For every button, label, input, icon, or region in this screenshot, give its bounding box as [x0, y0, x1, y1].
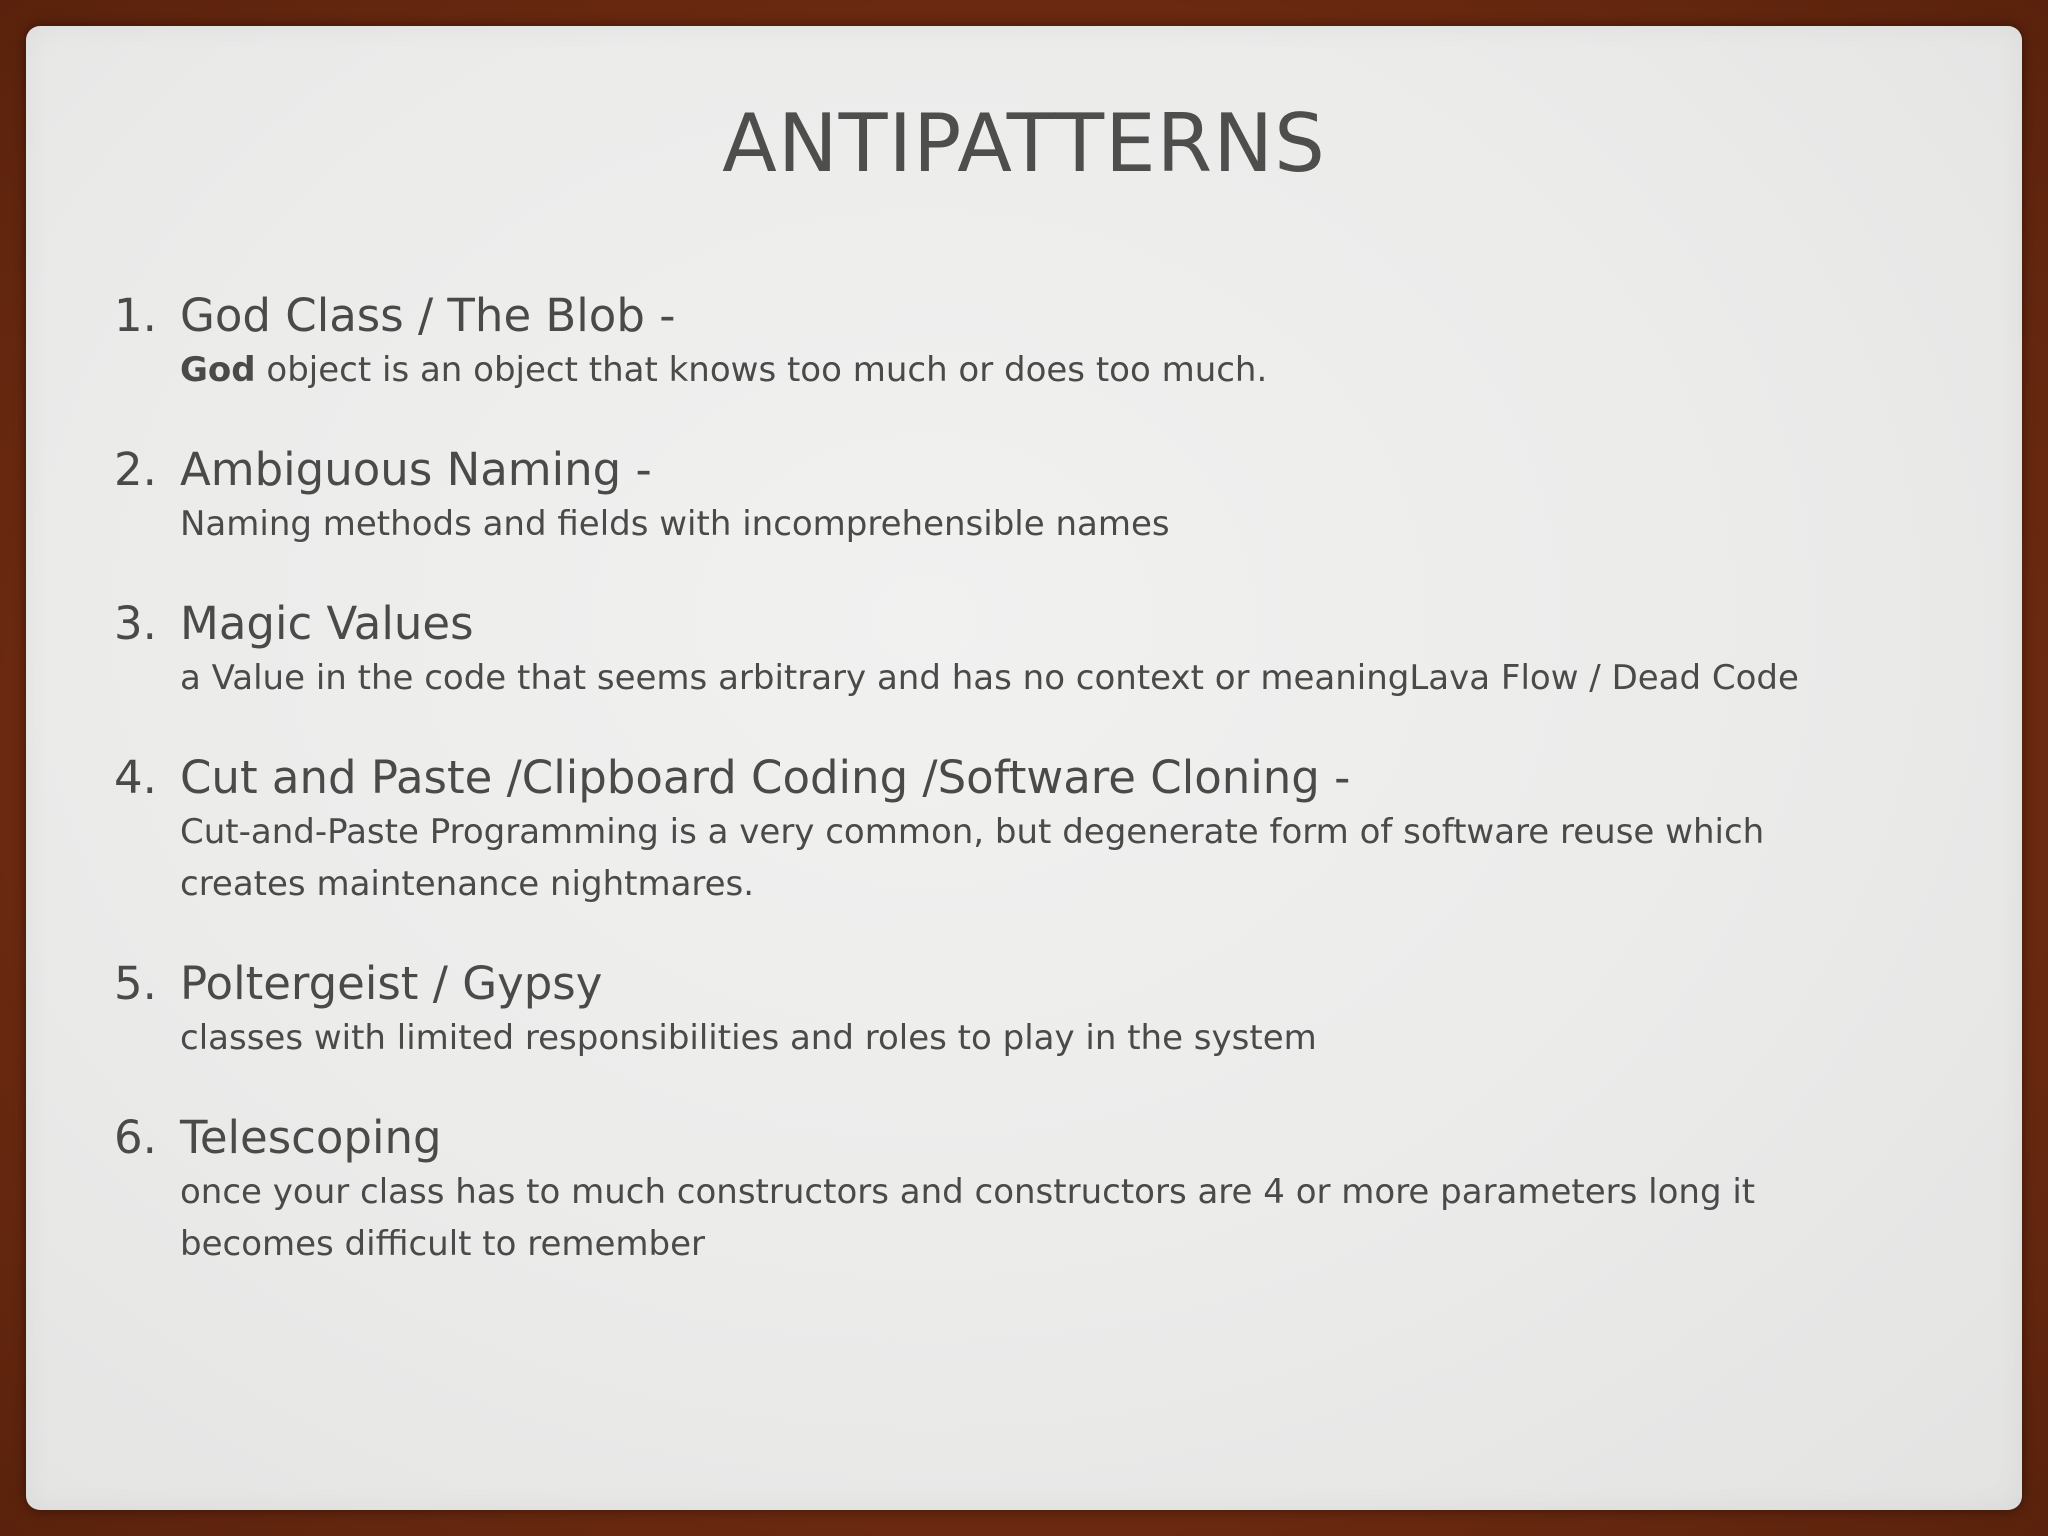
item-description: Naming methods and fields with incomprehensible names: [180, 504, 1170, 544]
item-description-text: object is an object that knows too much or does too much.: [255, 350, 1268, 390]
item-heading: Telescoping: [180, 1111, 442, 1164]
item-number: 1.: [114, 289, 157, 342]
list-item: [26, 750, 2022, 910]
list-item: [26, 288, 2022, 396]
item-description: classes with limited responsibilities and roles to play in the system: [180, 1018, 1317, 1058]
item-number: 5.: [114, 957, 157, 1010]
item-description: Cut-and-Paste Programming is a very common, but degenerate form of software reuse which: [180, 812, 1765, 852]
item-heading: Magic Values: [180, 597, 474, 650]
item-number: 6.: [114, 1111, 157, 1164]
list-item: [26, 596, 2022, 704]
item-heading: Ambiguous Naming -: [180, 443, 652, 496]
item-heading: Cut and Paste /Clipboard Coding /Software Cloning -: [180, 751, 1351, 804]
item-description: once your class has to much constructors and constructors are 4 or more parameters long it: [180, 1172, 1756, 1212]
item-number: 4.: [114, 751, 157, 804]
item-number: 2.: [114, 443, 157, 496]
antipattern-list: [26, 288, 2022, 1316]
item-heading: God Class / The Blob -: [180, 289, 676, 342]
item-description: a Value in the code that seems arbitrary and has no context or meaningLava Flow / Dead Code: [180, 658, 1799, 698]
item-number: 3.: [114, 597, 157, 650]
item-heading: Poltergeist / Gypsy: [180, 957, 603, 1010]
item-description: [180, 344, 1900, 396]
item-description-bold: God: [180, 350, 256, 390]
slide: [26, 26, 2022, 1510]
item-description-continued: creates maintenance nightmares.: [180, 864, 755, 904]
list-item: [26, 956, 2022, 1064]
list-item: [26, 1110, 2022, 1270]
slide-title: ANTIPATTERNS: [722, 97, 1326, 190]
item-description-continued: becomes difficult to remember: [180, 1224, 706, 1264]
list-item: [26, 442, 2022, 550]
